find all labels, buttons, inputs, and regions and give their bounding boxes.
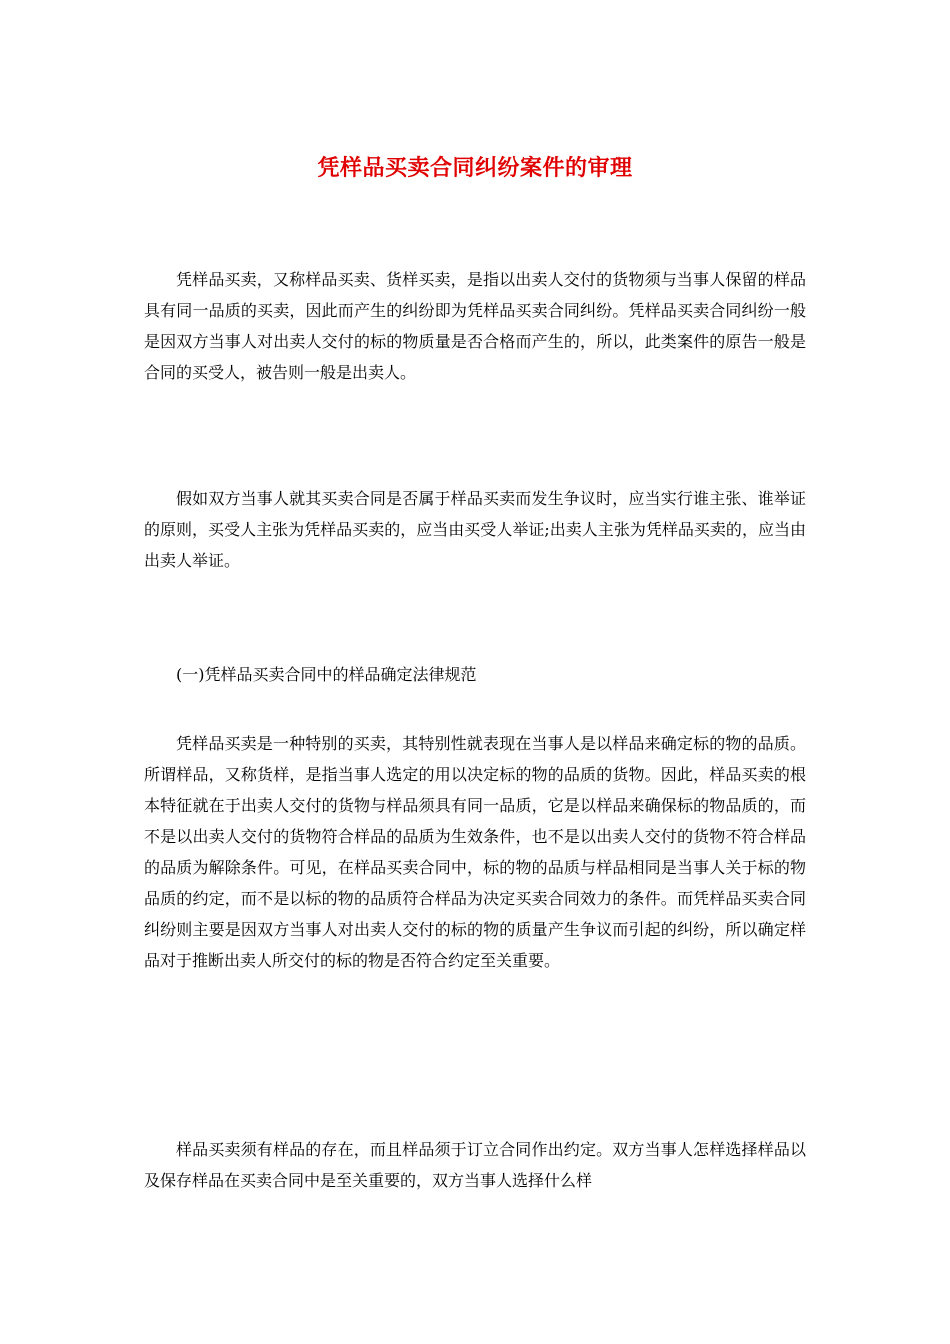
paragraph-1: 凭样品买卖，又称样品买卖、货样买卖，是指以出卖人交付的货物须与当事人保留的样品具有同一品质的买卖，因此而产生的纠纷即为凭样品买卖合同纠纷。凭样品买卖合同纠纷一般是因双方当事人对出卖人交付的标的物质量是否合格而产生的，所以，此类案件的原告一般是合同的买受人，被告则一般是出卖人。 <box>144 270 806 382</box>
paragraph-2: 假如双方当事人就其买卖合同是否属于样品买卖而发生争议时，应当实行谁主张、谁举证的原则，买受人主张为凭样品买卖的，应当由买受人举证;出卖人主张为凭样品买卖的，应当由出卖人举证。 <box>144 489 806 570</box>
document-title: 凭样品买卖合同纠纷案件的审理 <box>317 155 633 181</box>
paragraph-3: 凭样品买卖是一种特别的买卖，其特别性就表现在当事人是以样品来确定标的物的品质。所谓样品，又称货样，是指当事人选定的用以决定标的物的品质的货物。因此，样品买卖的根本特征就在于出卖人交付的货物与样品须具有同一品质，它是以样品来确保标的物品质的，而不是以出卖人交付的货物符合样品的品质为生效条件，也不是以出卖人交付的货物不符合样品的品质为解除条件。可见，在样品买卖合同中，标的物的品质与样品相同是当事人关于标的物品质的约定，而不是以标的物的品质符合样品为决定买卖合同效力的条件。而凭样品买卖合同纠纷则主要是因双方当事人对出卖人交付的标的物的质量产生争议而引起的纠纷，所以确定样品对于推断出卖人所交付的标的物是否符合约定至关重要。 <box>144 734 806 970</box>
section-heading: (一)凭样品买卖合同中的样品确定法律规范 <box>176 665 477 684</box>
paragraph-4: 样品买卖须有样品的存在，而且样品须于订立合同作出约定。双方当事人怎样选择样品以及保存样品在买卖合同中是至关重要的，双方当事人选择什么样 <box>144 1140 806 1190</box>
